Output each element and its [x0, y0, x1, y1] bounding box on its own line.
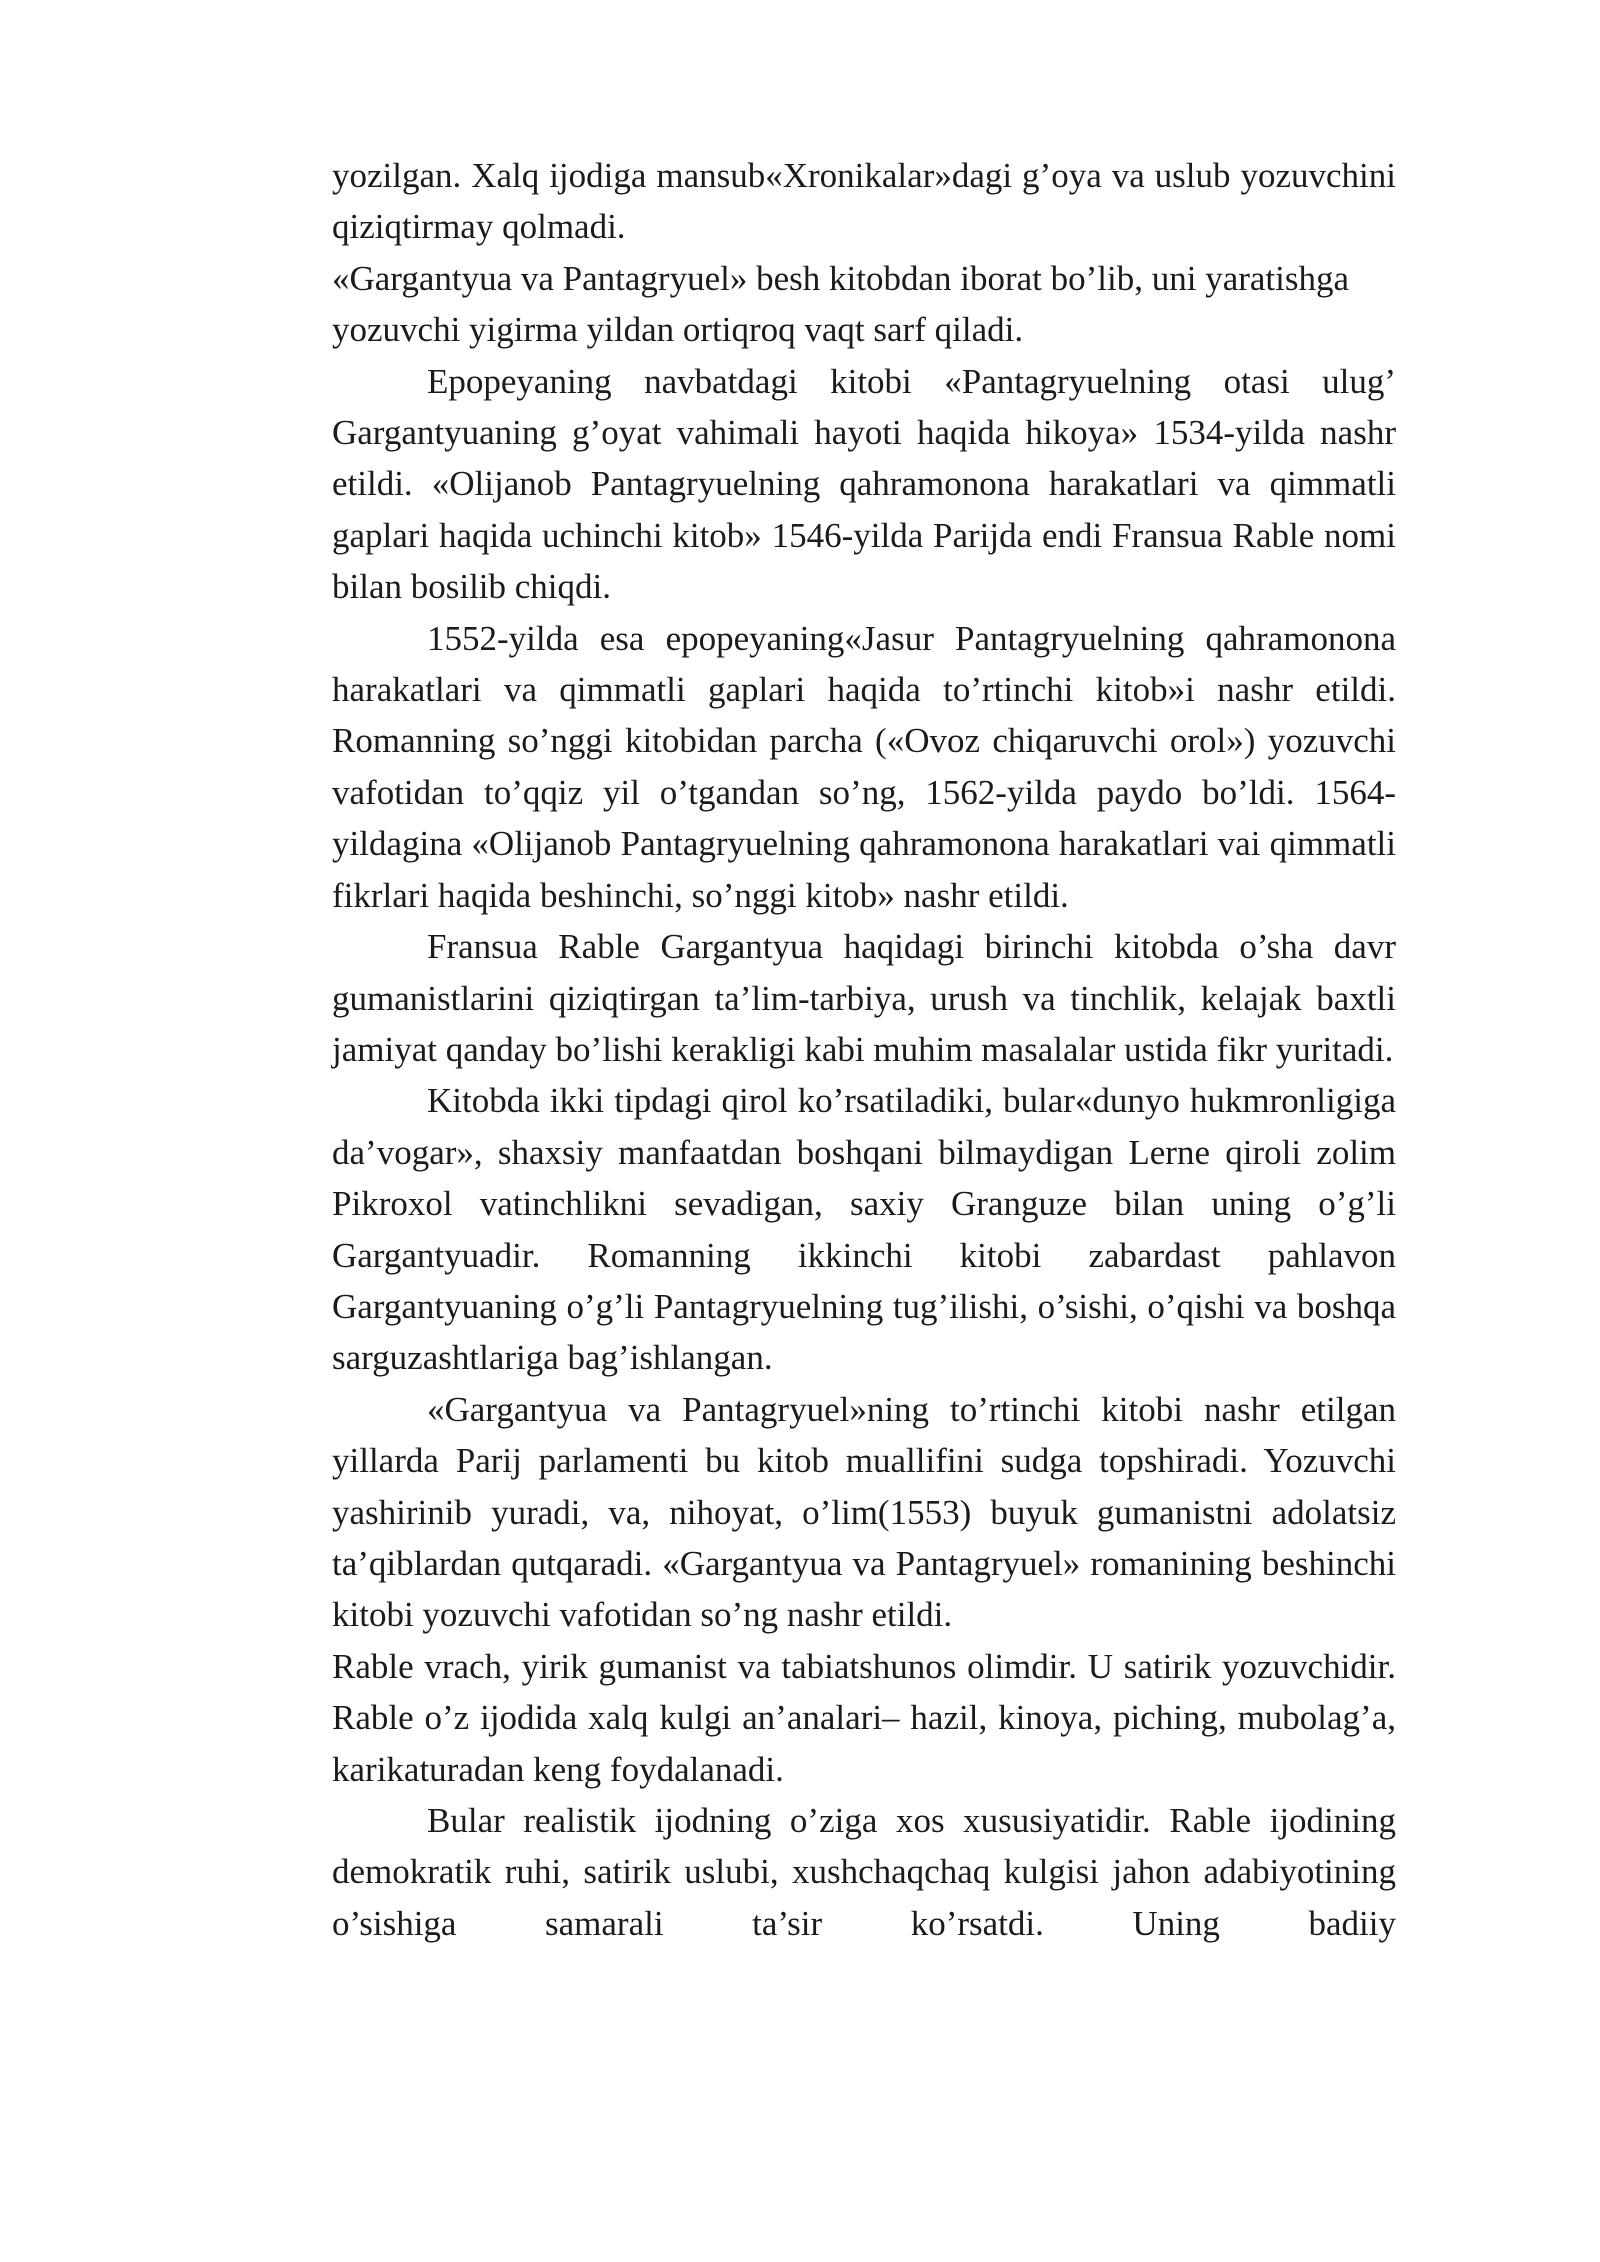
paragraph-4: 1552-yilda esa epopeyaning«Jasur Pantagryuelning qahramonona harakatlari va qimmatli gaplari haqida to’rtinchi kitob»i nashr etildi. Romanning so’nggi kitobidan parcha («Ovoz chiqaruvchi orol») yozuvchi vafotidan to’qqiz yil o’tgandan so’ng, 1562-yilda paydo bo’ldi. 1564-yildagina «Olijanob Pantagryuelning qahramonona harakatlari vai qimmatli fikrlari haqida beshinchi, so’nggi kitob» nashr etildi.	[332, 618, 1396, 915]
paragraph-8: Rable vrach, yirik gumanist va tabiatshunos olimdir. U satirik yozuvchidir. Rable o’z ijodida xalq kulgi an’analari– hazil, kinoya, piching, mubolag’a, karikaturadan keng foydalanadi.	[332, 1646, 1396, 1789]
paragraph-6: Kitobda ikki tipdagi qirol ko’rsatiladiki, bular«dunyo hukmronligiga da’vogar», shaxsiy manfaatdan boshqani bilmaydigan Lerne qiroli zolim Pikroxol vatinchlikni sevadigan, saxiy Granguze bilan uning o’g’li Gargantyuadir. Romanning ikkinchi kitobi zabardast pahlavon Gargantyuaning o’g’li Pantagryuelning tug’ilishi, o’sishi, o’qishi va boshqa sarguzashtlariga bag’ishlangan.	[332, 1081, 1396, 1378]
paragraph-9: Bular realistik ijodning o’ziga xos xususiyatidir. Rable ijodining demokratik ruhi, satirik uslubi, xushchaqchaq kulgisi jahon adabiyotining o’sishiga samarali ta’sir ko’rsatdi. Uning badiiy	[332, 1801, 1396, 1943]
paragraph-2: «Gargantyua va Pantagryuel» besh kitobdan iborat bo’lib, uni yaratishga yozuvchi yigirma yildan ortiqroq vaqt sarf qiladi.	[332, 258, 1350, 350]
document-page	[332, 150, 1396, 1949]
paragraph-1: yozilgan. Xalq ijodiga mansub«Xronikalar»dagi g’oya va uslub yozuvchini qiziqtirmay qolmadi.	[332, 156, 1396, 247]
paragraph-7: «Gargantyua va Pantagryuel»ning to’rtinchi kitobi nashr etilgan yillarda Parij parlamenti bu kitob muallifini sudga topshiradi. Yozuvchi yashirinib yuradi, va, nihoyat, o’lim(1553) buyuk gumanistni adolatsiz ta’qiblardan qutqaradi. «Gargantyua va Pantagryuel» romanining beshinchi kitobi yozuvchi vafotidan so’ng nashr etildi.	[332, 1389, 1396, 1635]
paragraph-3: Epopeyaning navbatdagi kitobi «Pantagryuelning otasi ulug’ Gargantyuaning g’oyat vahimali hayoti haqida hikoya» 1534-yilda nashr etildi. «Olijanob Pantagryuelning qahramonona harakatlari va qimmatli gaplari haqida uchinchi kitob» 1546-yilda Parijda endi Fransua Rable nomi bilan bosilib chiqdi.	[332, 361, 1396, 607]
paragraph-5: Fransua Rable Gargantyua haqidagi birinchi kitobda o’sha davr gumanistlarini qiziqtirgan ta’lim-tarbiya, urush va tinchlik, kelajak baxtli jamiyat qanday bo’lishi kerakligi kabi muhim masalalar ustida fikr yuritadi.	[332, 927, 1396, 1069]
